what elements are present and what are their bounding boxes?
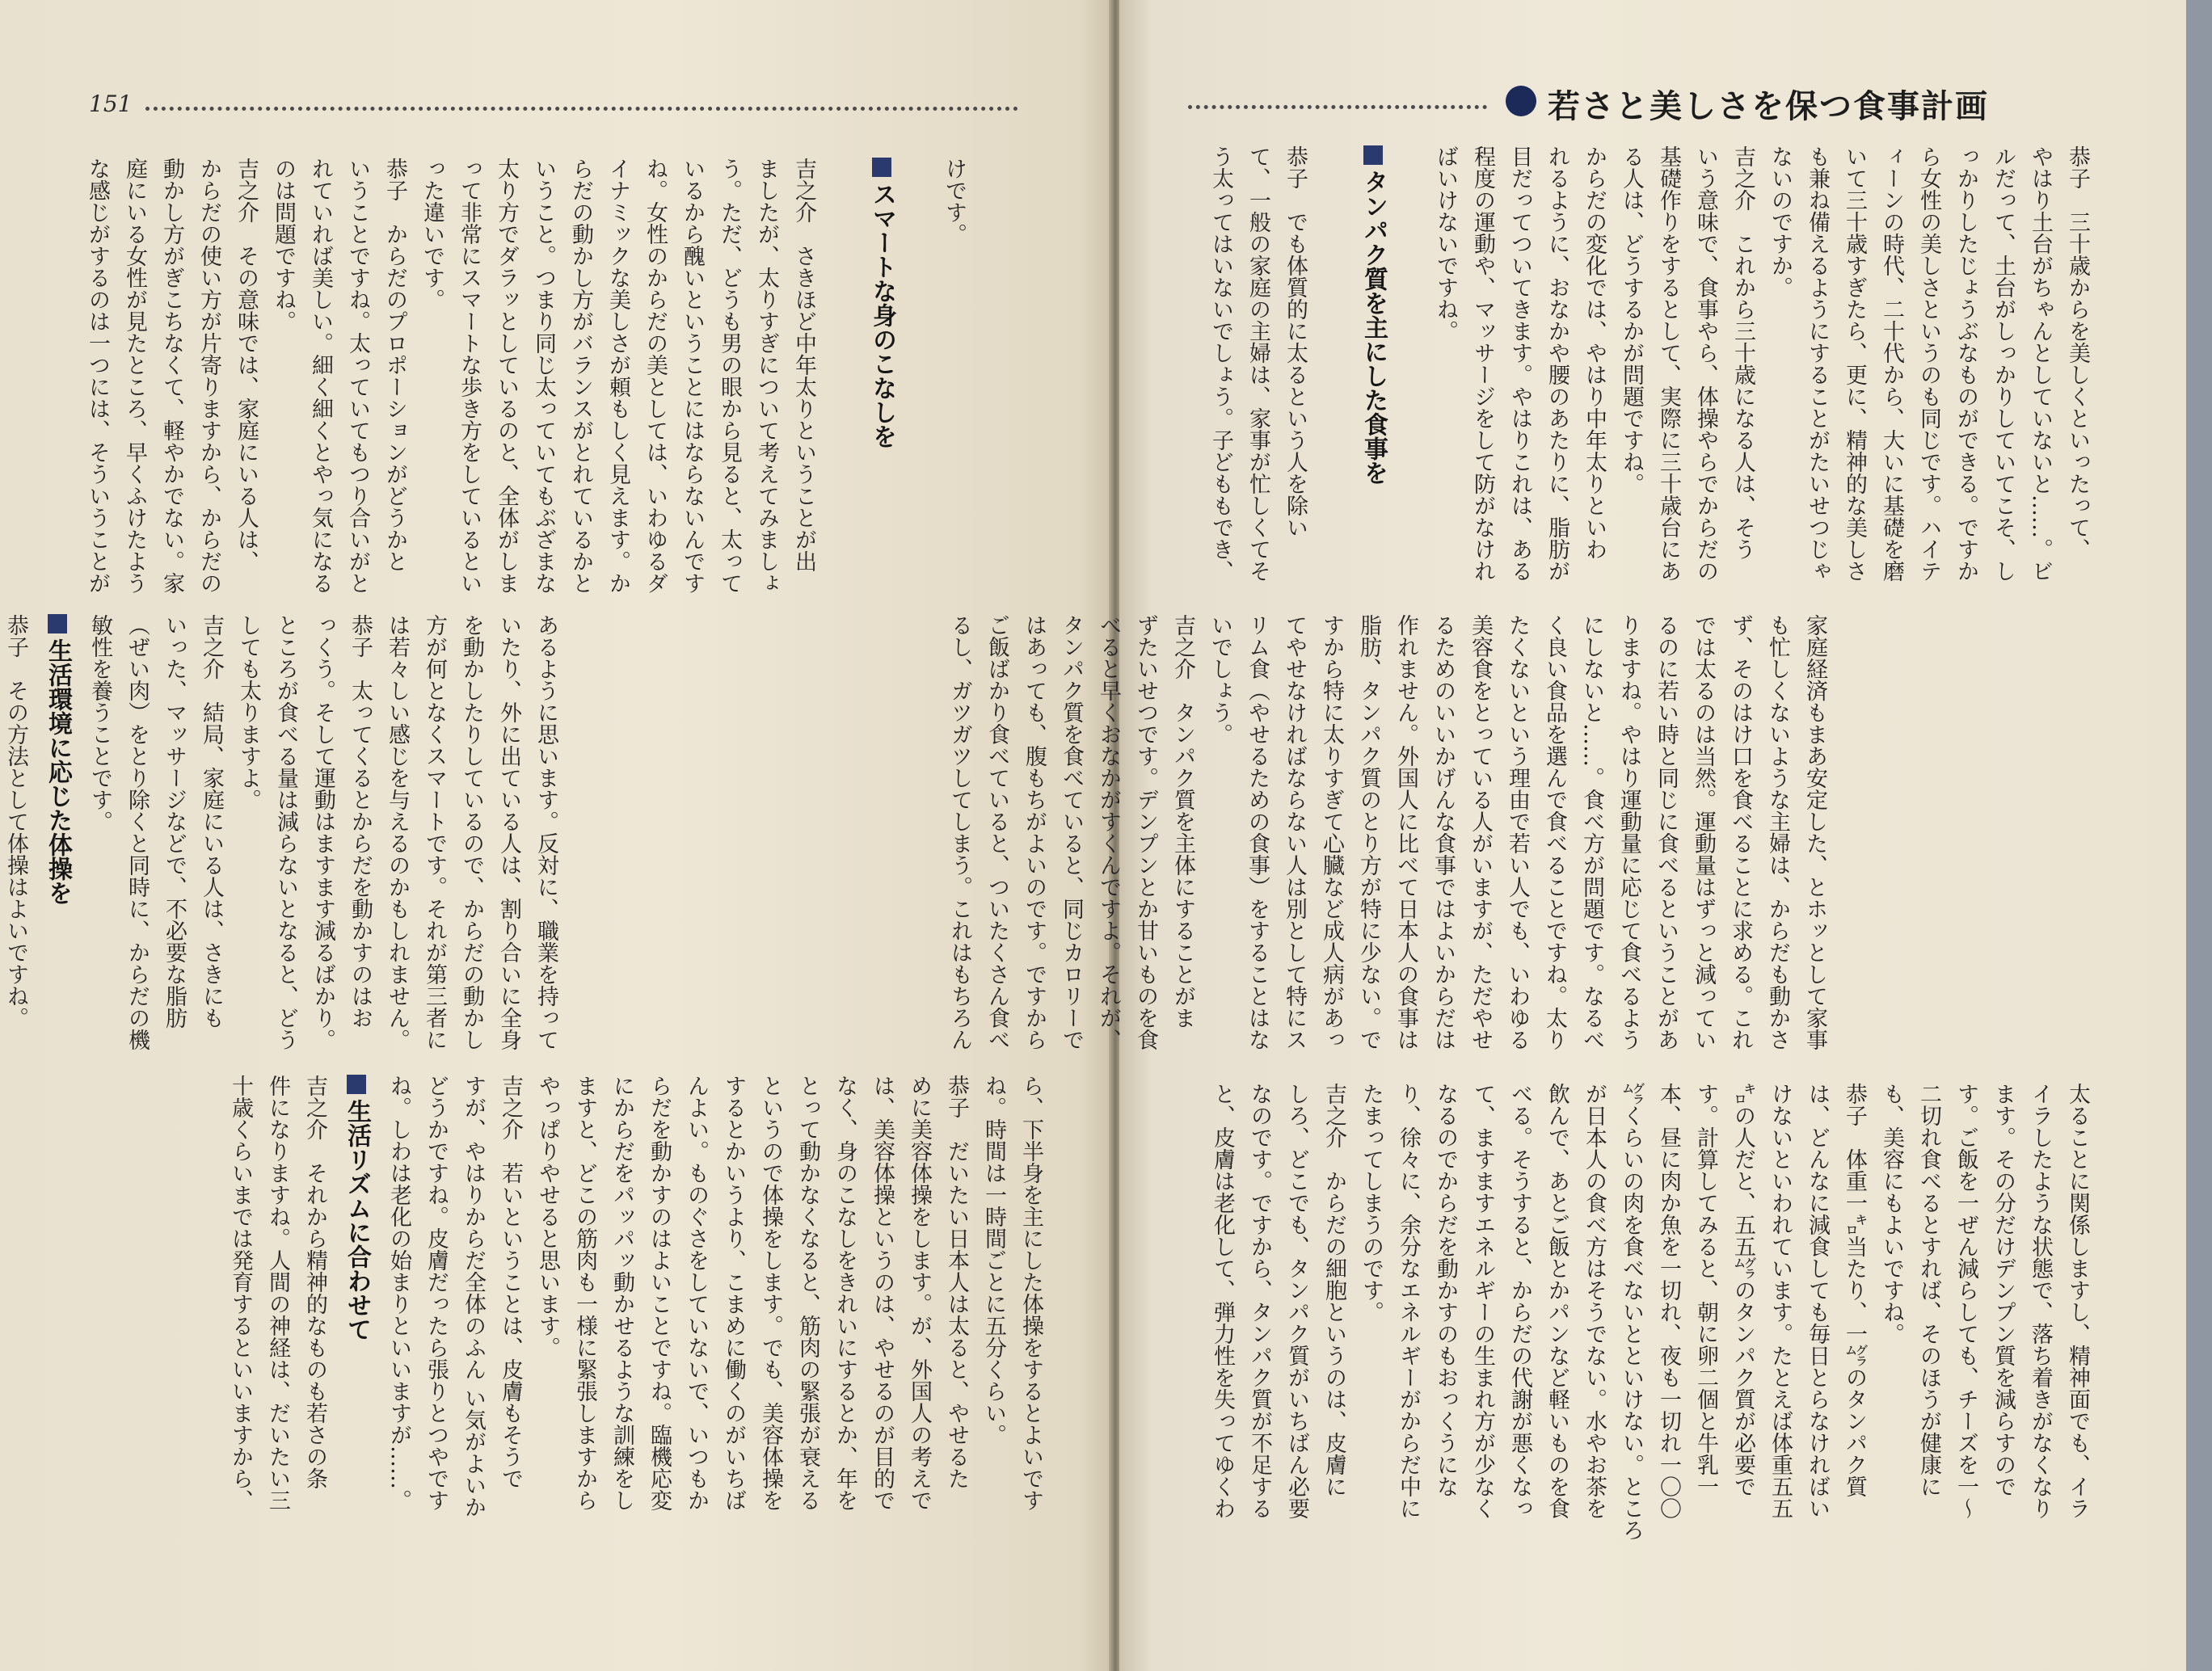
text-column: 十歳くらいまでは発育するといいますから、 (228, 1075, 253, 1511)
text-column: てやせなければならない人は別として特にス (1282, 614, 1307, 1050)
text-column: って非常にスマートな歩き方をしているとい (457, 158, 482, 594)
text-column: ましたが、太りすぎについて考えてみましょ (754, 158, 779, 594)
text-column: 飲んで、あとご飯とかパンなど軽いものを食 (1544, 1083, 1569, 1519)
text-column: 目だってついてきます。やはりこれは、ある (1507, 145, 1532, 582)
text-column: る人は、どうするかが問題ですね。 (1619, 145, 1644, 495)
text-column: と、皮膚は老化して、弾力性を失ってゆくわ (1210, 1083, 1235, 1519)
text-column: す。計算してみると、朝に卵二個と牛乳一 (1693, 1083, 1718, 1497)
text-column: 恭子 その方法として体操はよいですね。 (3, 614, 28, 1029)
text-column: ます。その分だけデンプン質を減らすので (1991, 1083, 2016, 1497)
text-column: ら、下半身を主にした体操をするとよいです (1018, 1075, 1043, 1511)
text-column: れていれば美しい。細く細くとやっ気になる (308, 158, 333, 594)
text-column: 庭にいる女性が見たところ、早くふけたよう (122, 158, 147, 594)
header-title: 若さと美しさを保つ食事計画 (1548, 88, 1989, 125)
text-column: は、美容体操というのは、やせるのが目的で (870, 1075, 895, 1511)
section-heading-text: スマートな身のこなしを (868, 182, 897, 448)
heading-square-icon (48, 614, 67, 633)
text-column: んよい。ものぐさをしていないで、いつもか (684, 1075, 709, 1511)
text-column: 吉之介 これから三十歳になる人は、そう (1730, 145, 1755, 560)
text-column: 恭子 でも体質的に太るという人を除い (1283, 145, 1308, 538)
text-column: 太ることに関係しますし、精神面でも、イラ (2065, 1083, 2090, 1519)
text-column: どうかですね。皮膚だったら張りとつやです (423, 1075, 449, 1511)
text-column: り、徐々に、余分なエネルギーがからだ中に (1396, 1083, 1421, 1519)
text-column: ず、そのはけ口を食べることに求める。これ (1728, 614, 1753, 1050)
text-column: りますね。やはり運動量に応じて食べるよう (1616, 614, 1641, 1050)
text-column: いうこと。つまり同じ太っていてもぶざまな (531, 158, 556, 594)
text-column: 敏性を養うことです。 (87, 614, 112, 832)
text-column: 恭子 体重一㌔当たり、一㌘のタンパク質 (1842, 1083, 1867, 1497)
text-column: はあっても、腹もちがよいのです。ですから (1022, 614, 1047, 1050)
heading-square-icon (347, 1075, 366, 1094)
text-column: ますと、どこの筋肉も一様に緊張しますから (572, 1075, 597, 1511)
text-column: う。ただ、どうも男の眼から見ると、太って (717, 158, 742, 594)
text-column: った違いです。 (419, 158, 445, 310)
text-column: やっぱりやせると思います。 (535, 1075, 560, 1358)
left-bottom-band-2 (228, 1075, 1047, 1580)
text-column: ね。女性のからだの美としては、いわゆるダ (643, 158, 668, 594)
text-column: るためのいいかげんな食事ではよいからだは (1430, 614, 1456, 1050)
column-spacer (824, 158, 854, 606)
text-column: すが、やはりからだ全体のふん い気がよいか (461, 1075, 486, 1518)
text-column: ご飯ばかり食べていると、ついたくさん食べ (984, 614, 1009, 1050)
text-column: イラしたような状態で、落ち着きがなくなり (2028, 1083, 2053, 1519)
right-top-band (1204, 145, 2093, 606)
text-column: 吉之介 さきほど中年太りということが出 (791, 158, 816, 572)
text-column: いでしょう。 (1207, 614, 1232, 745)
text-column: も兼ね備えるようにすることがたいせつじゃ (1805, 145, 1830, 582)
text-column: けです。 (942, 158, 967, 245)
text-column: 吉之介 結局、家庭にいる人は、さきにも (199, 614, 224, 1029)
section-heading-text: 生活環境に応じた体操を (44, 638, 72, 905)
text-column: っくう。そして運動はますます減るばかり。 (310, 614, 335, 1050)
text-column: なく、身のこなしをきれいにするとか、年を (832, 1075, 857, 1511)
page-number: 151 (89, 90, 133, 117)
text-column: 吉之介 その意味では、家庭にいる人は、 (234, 158, 259, 572)
text-column: 本、昼に肉か魚を一切れ、夜も一切れ一〇〇 (1656, 1083, 1681, 1519)
text-column: を動かしたりしているので、からだの動かし (459, 614, 484, 1050)
text-column: 吉之介 タンパク質を主体にすることがま (1170, 614, 1195, 1029)
text-column: タンパク質を食べていると、同じカロリーで (1059, 614, 1084, 1050)
text-column: 家庭経済もまあ安定した、とホッとして家事 (1802, 614, 1827, 1050)
text-column: なのです。ですから、タンパク質が不足する (1247, 1083, 1272, 1519)
text-column: 件になりますね。人間の神経は、だいたい三 (265, 1075, 290, 1511)
text-column: て、一般の家庭の主婦は、家事が忙しくてそ (1245, 145, 1270, 582)
text-column: リム食（やせるための食事）をすることはな (1245, 614, 1270, 1050)
text-column: ね。時間は一時間ごとに五分くらい。 (981, 1075, 1006, 1446)
text-column: いるから醜いということにはならないんです (680, 158, 705, 594)
text-column: が日本人の食べ方はそうでない。水やお茶を (1582, 1083, 1607, 1519)
text-column: めに美容体操をします。が、外国人の考えで (907, 1075, 932, 1511)
text-column: 方が何となくスマートです。それが第三者に (422, 614, 447, 1050)
text-column: ばいけないですね。 (1433, 145, 1458, 342)
column-spacer (1316, 145, 1346, 606)
section-heading-text: タンパク質を主にした食事を (1359, 170, 1388, 485)
text-column: いう意味で、食事やら、体操やらでからだの (1693, 145, 1718, 582)
text-column: 脂肪、タンパク質のとり方が特に少ない。で (1356, 614, 1381, 1050)
text-column: 吉之介 若いということは、皮膚もそうで (498, 1075, 523, 1489)
text-column: 基礎作りをするとして、実際に三十歳台にあ (1656, 145, 1681, 582)
text-column: 恭子 太ってくるとからだを動かすのはお (348, 614, 373, 1029)
text-column: く良い食品を選んで食べることですね。太り (1542, 614, 1567, 1050)
text-column: う太ってはいないでしょう。子どももでき、 (1208, 145, 1233, 582)
column-spacer (1394, 145, 1424, 606)
text-column: て、ますますエネルギーの生まれ方が少なく (1470, 1083, 1495, 1519)
text-column: 太り方でダラッとしているのと、全体がしま (494, 158, 519, 594)
text-column: とって動かなくなると、筋肉の緊張が衰える (795, 1075, 820, 1511)
text-column: 作れません。外国人に比べて日本人の食事は (1393, 614, 1418, 1050)
text-column: 恭子 三十歳からを美しくといったって、 (2065, 145, 2090, 560)
text-column: たまってしまうのです。 (1359, 1083, 1384, 1323)
text-column: 程度の運動や、マッサージをして防がなけれ (1470, 145, 1495, 582)
text-column: というので体操をします。でも、美容体操を (758, 1075, 783, 1511)
header-rule (1188, 105, 1487, 109)
text-column: 恭子 だいたい日本人は太ると、やせるた (944, 1075, 969, 1489)
section-heading-text: 生活リズムに合わせて (343, 1099, 371, 1341)
text-column: なるのでからだを動かすのもおっくうにな (1433, 1083, 1458, 1497)
text-column: ね。しわは老化の始まりといいますが……。 (386, 1075, 411, 1511)
text-column: （ぜい肉）をとり除くと同時に、からだの機 (124, 614, 150, 1050)
text-column: 二切れ食べるとすれば、そのほうが健康に (1916, 1083, 1941, 1497)
text-column: するとかいうより、こまめに働くのがいちば (721, 1075, 746, 1511)
text-column: にからだをパッパッ動かせるような訓練をし (609, 1075, 634, 1511)
text-column: べると早くおなかがすくんですよ。それが、 (1096, 614, 1121, 1050)
text-column: やはり土台がちゃんとしていないと……。ビ (2028, 145, 2053, 582)
text-column: す。ご飯を一ぜん減らしても、チーズを一～ (1953, 1083, 1978, 1519)
text-column: ところが食べる量は減らないとなると、どう (273, 614, 298, 1050)
text-column: ㌘くらいの肉を食べないとといけない。ところ (1619, 1083, 1644, 1541)
text-column: るのに若い時と同じに食べるということがあ (1654, 614, 1679, 1050)
text-column: れるように、おなかや腰のあたりに、脂肪が (1544, 145, 1569, 582)
text-column: からだの使い方が片寄りますから、からだの (196, 158, 221, 594)
text-column: にしないと……。食べ方が問題です。なるべ (1579, 614, 1604, 1050)
text-column: 吉之介 それから精神的なものも若さの条 (302, 1075, 327, 1489)
text-column: すから特に太りすぎて心臓など成人病があっ (1319, 614, 1344, 1050)
text-column: いたり、外に出ている人は、割り合いに全身 (496, 614, 521, 1050)
text-column: っかりしたじょうぶなものができる。ですか (1953, 145, 1978, 582)
left-top-band (81, 158, 970, 606)
right-bottom-band-2 (1204, 1083, 2093, 1584)
section-heading (41, 614, 74, 1576)
text-column: ㌔の人だと、五五㌘のタンパク質が必要で (1730, 1083, 1755, 1497)
text-column: 美容食をとっている人がいますが、ただやせ (1468, 614, 1493, 1050)
right-bottom-band (947, 614, 1831, 1083)
text-column: るし、ガツガツしてしまう。これはもちろん (947, 614, 972, 1050)
text-column: では太るのは当然。運動量はずっと減ってい (1691, 614, 1716, 1050)
text-column: らだを動かすのはよいことですね。臨機応変 (647, 1075, 672, 1511)
text-column: いった、マッサージなどで、不必要な脂肪 (162, 614, 187, 1029)
text-column: べる。そうすると、からだの代謝が悪くなっ (1507, 1083, 1532, 1519)
text-column: あるように思います。反対に、職業を持って (533, 614, 558, 1050)
text-column: しろ、どこでも、タンパク質がいちばん必要 (1284, 1083, 1309, 1519)
text-column: な感じがするのは一つには、そういうことが (85, 158, 110, 594)
text-column: のは問題ですね。 (271, 158, 296, 332)
text-column: も忙しくないような主婦は、からだも動かさ (1765, 614, 1790, 1050)
text-column: ないのですか。 (1767, 145, 1793, 298)
text-column: は、どんなに減食しても毎日とらなければい (1805, 1083, 1830, 1519)
text-column: ら女性の美しさというのも同じです。ハイテ (1916, 145, 1941, 582)
column-spacer (903, 158, 933, 606)
text-column: ずたいせつです。デンプンとか甘いものを食 (1133, 614, 1158, 1050)
text-column: いうことですね。太っていてもつり合いがと (345, 158, 370, 594)
heading-square-icon (872, 158, 891, 177)
text-column: 恭子 からだのプロポーションがどうかと (382, 158, 407, 572)
section-heading (859, 158, 898, 606)
heading-square-icon (1363, 145, 1383, 165)
text-column: 吉之介 からだの細胞というのは、皮膚に (1321, 1083, 1346, 1497)
section-heading (1350, 145, 1389, 606)
text-column: しても太りますよ。 (236, 614, 261, 810)
text-column: らだの動かし方がバランスがとれているかと (568, 158, 593, 594)
text-column: けないといわれています。たとえば体重五五 (1767, 1083, 1793, 1519)
text-column: 動かし方がぎこちなくて、軽やかでない。家 (159, 158, 184, 594)
text-column: も、美容にもよいですね。 (1879, 1083, 1904, 1345)
text-column: イナミックな美しさが頼もしく見えます。か (605, 158, 630, 594)
text-column: たくないという理由で若い人でも、いわゆる (1505, 614, 1530, 1050)
text-column: いて三十歳すぎたら、更に、精神的な美しさ (1842, 145, 1867, 582)
text-column: からだの変化では、やはり中年太りといわ (1582, 145, 1607, 560)
section-heading (340, 1075, 373, 1580)
text-column: ィーンの時代、二十代から、大いに基礎を磨 (1879, 145, 1904, 582)
header-bullet-icon (1506, 86, 1536, 116)
text-column: は若々しい感じを与えるのかもしれません。 (385, 614, 410, 1050)
header-rule (145, 107, 1018, 111)
text-column: ルだって、土台がしっかりしていてこそ、し (1991, 145, 2016, 582)
